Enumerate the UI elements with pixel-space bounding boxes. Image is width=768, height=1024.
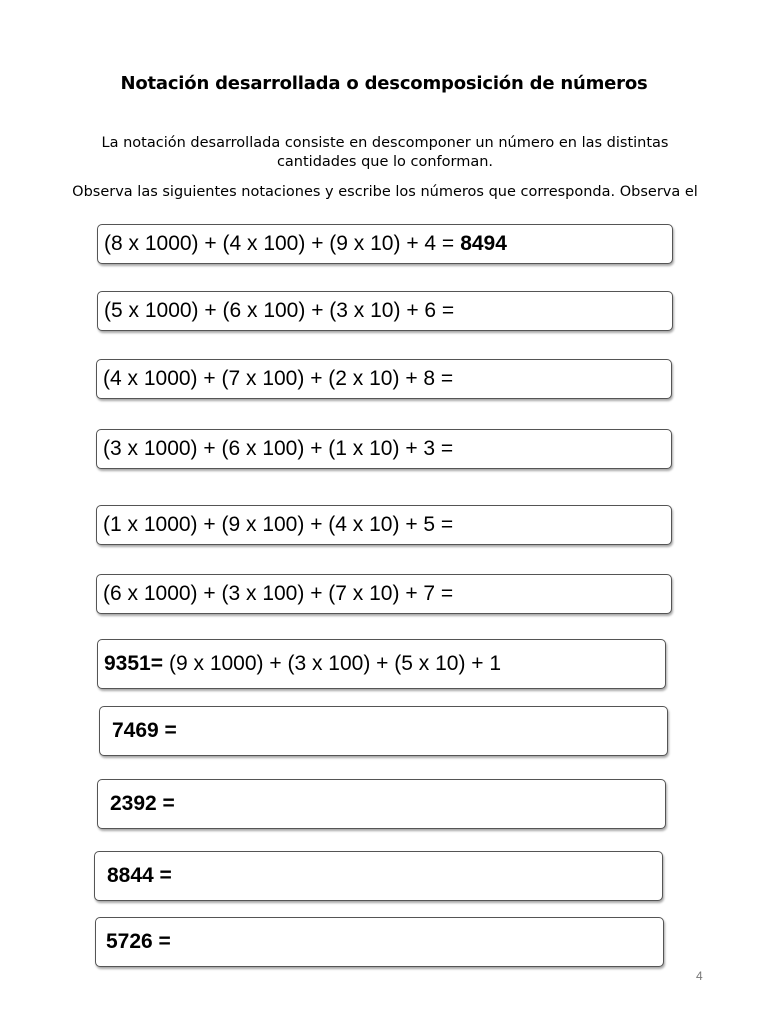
page-title: Notación desarrollada o descomposición de números	[120, 73, 648, 94]
decomposition-box[interactable]	[99, 706, 668, 756]
exercise-expression: (5 x 1000) + (6 x 100) + (3 x 10) + 6 =	[104, 299, 455, 322]
exercise-box[interactable]	[97, 291, 673, 331]
intro-paragraph: La notación desarrollada consiste en descomponer un número en las distintas cantidades que lo conforman.	[101, 135, 669, 170]
exercise-expression: (4 x 1000) + (7 x 100) + (2 x 10) + 8 =	[103, 367, 454, 390]
decomposition-box[interactable]	[97, 639, 666, 689]
decomposition-number: 8844 =	[107, 864, 172, 887]
decomposition-number: 7469 =	[112, 719, 177, 742]
decomposition-number: 2392 =	[110, 792, 175, 815]
decomposition-box[interactable]	[94, 851, 663, 901]
exercise-expression: (8 x 1000) + (4 x 100) + (9 x 10) + 4 =	[104, 232, 455, 255]
exercise-answer: 8494	[460, 232, 507, 255]
instruction-text: Observa las siguientes notaciones y escribe los números que corresponda. Observa el	[72, 184, 698, 200]
exercise-box[interactable]	[96, 505, 672, 545]
page-number: 4	[696, 969, 703, 983]
exercise-box[interactable]	[96, 429, 672, 469]
decomposition-number: 9351=	[104, 652, 163, 675]
exercise-box[interactable]	[96, 359, 672, 399]
exercise-expression: (1 x 1000) + (9 x 100) + (4 x 10) + 5 =	[103, 513, 454, 536]
exercise-expression: (3 x 1000) + (6 x 100) + (1 x 10) + 3 =	[103, 437, 454, 460]
decomposition-box[interactable]	[95, 917, 664, 967]
exercise-box[interactable]	[97, 224, 673, 264]
decomposition-number: 5726 =	[106, 930, 171, 953]
exercise-expression: (6 x 1000) + (3 x 100) + (7 x 10) + 7 =	[103, 582, 454, 605]
instruction-container	[70, 183, 700, 205]
decomposition-expression: (9 x 1000) + (3 x 100) + (5 x 10) + 1	[168, 652, 502, 675]
exercise-box[interactable]	[96, 574, 672, 614]
decomposition-box[interactable]	[97, 779, 666, 829]
